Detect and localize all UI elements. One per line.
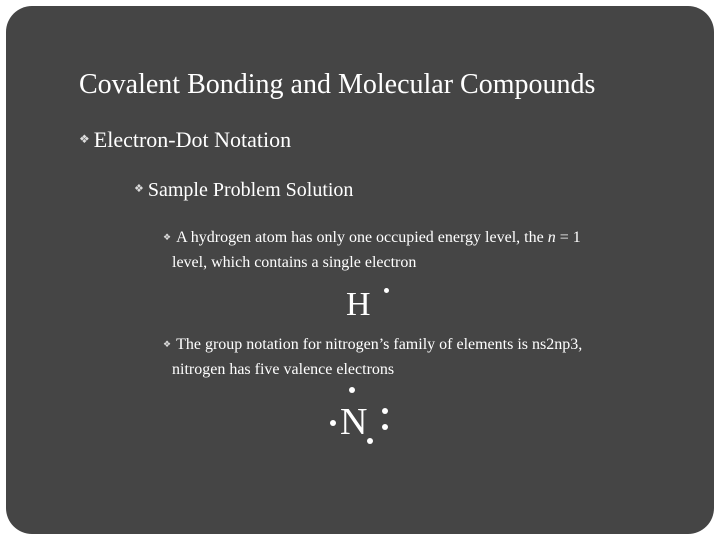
level2-text: Sample Problem Solution xyxy=(147,179,354,201)
slide-title: Covalent Bonding and Molecular Compounds xyxy=(79,69,596,100)
electron-dot xyxy=(382,424,388,430)
bullet-level2 xyxy=(134,179,353,202)
electron-dot xyxy=(367,438,373,444)
point-nitrogen-line2: nitrogen has five valence electrons xyxy=(172,361,395,378)
point-nitrogen xyxy=(163,333,703,382)
nitrogen-symbol: N xyxy=(340,401,368,443)
bullet-icon: ❖ xyxy=(79,132,90,146)
point-hydrogen xyxy=(163,226,703,275)
electron-dot xyxy=(330,420,336,426)
bullet-icon: ❖ xyxy=(163,339,172,349)
hydrogen-symbol: H xyxy=(346,286,371,323)
point-hydrogen-line1: ❖ A hydrogen atom has only one occupied energy level, the n = 1 xyxy=(163,226,703,251)
bullet-icon: ❖ xyxy=(134,183,144,195)
level1-text: Electron-Dot Notation xyxy=(93,127,292,152)
electron-dot xyxy=(349,387,355,393)
electron-dot xyxy=(384,288,389,293)
italic-n: n xyxy=(547,229,556,246)
point-nitrogen-line1: ❖ The group notation for nitrogen’s family of elements is ns2np3, xyxy=(163,333,703,358)
bullet-level1 xyxy=(79,127,291,153)
point-hydrogen-line2: level, which contains a single electron xyxy=(172,254,417,271)
electron-dot xyxy=(382,408,388,414)
bullet-icon: ❖ xyxy=(163,232,172,242)
slide xyxy=(6,6,714,534)
